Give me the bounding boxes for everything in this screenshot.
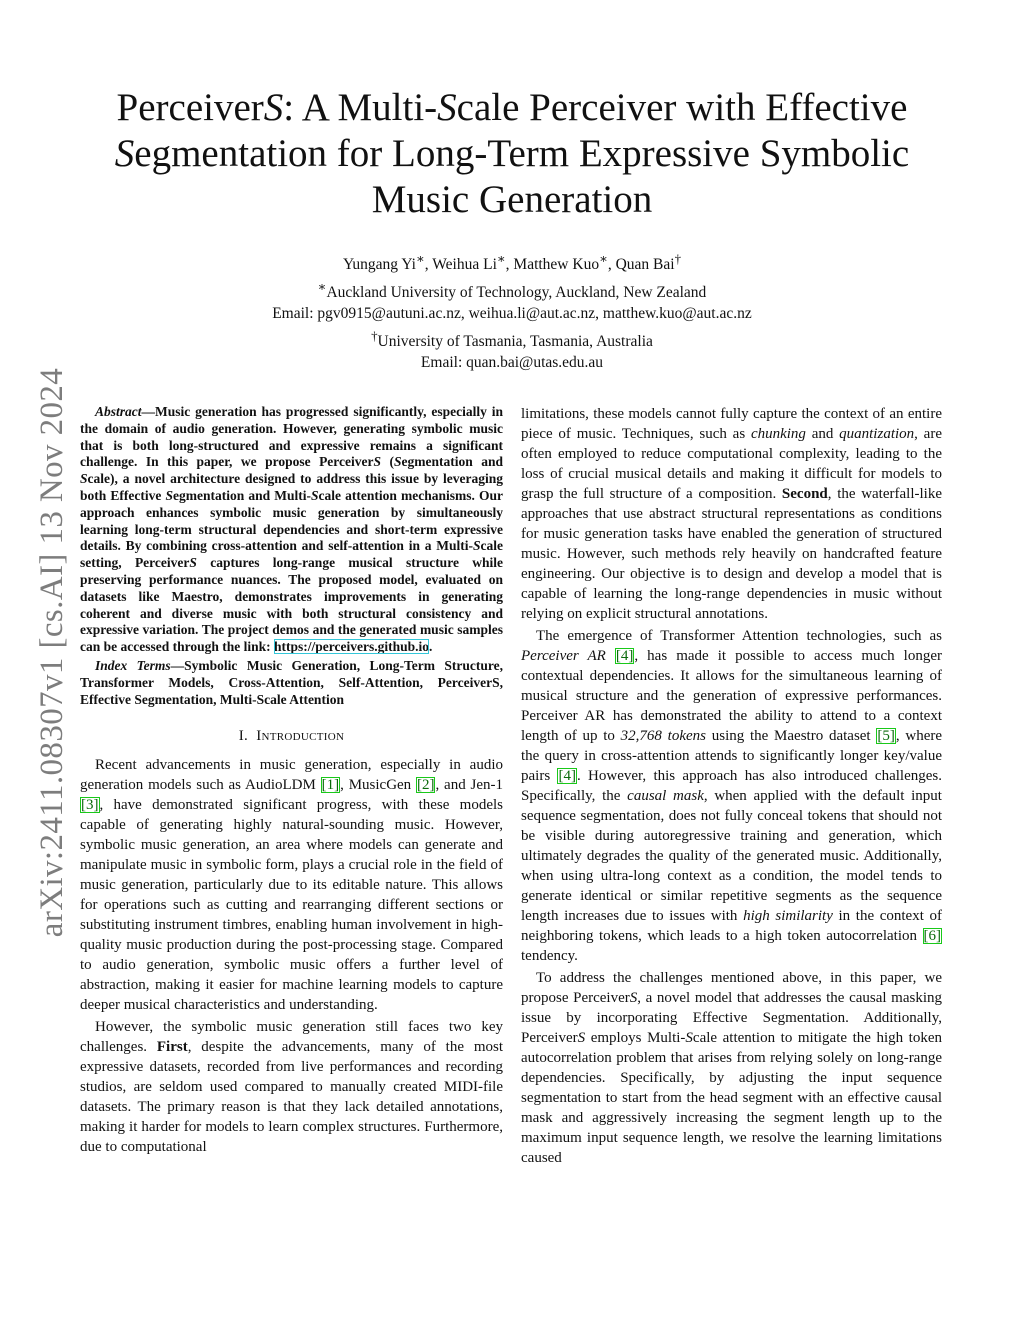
abstract — [80, 404, 503, 656]
citation-link[interactable]: [6] — [923, 928, 941, 944]
title-line-2 — [80, 131, 944, 177]
abstract-italic: S — [189, 555, 197, 571]
affiliation-mark: ∗ — [416, 251, 425, 266]
affiliation-1 — [80, 276, 944, 304]
affiliation-mark: ∗ — [317, 278, 327, 294]
emphasis-italic: causal mask — [627, 788, 704, 804]
separator: , — [424, 256, 433, 274]
title-line-1 — [80, 85, 944, 131]
body-text: , and Jen-1 — [435, 777, 503, 794]
intro-paragraph-2 — [80, 1017, 503, 1157]
affiliation-2 — [80, 325, 944, 353]
body-text: and — [805, 426, 840, 442]
abstract-text: egmentation and Multi- — [173, 487, 311, 503]
abstract-italic: S — [80, 471, 88, 487]
body-text: tendency. — [521, 948, 578, 964]
body-text: . However, this approach has also introduced challenges. Specifically, the — [521, 768, 942, 804]
section-number: I. — [238, 728, 249, 745]
emphasis-italic: chunking — [750, 426, 806, 442]
body-text: cale attention to mitigate the high token autocorrelation problem that arises from relying solely on long-range dependencies. Specifically, by adjusting the input sequence segmentation to start from the head segment with an effective causal mask and aggressively increasing the segment length up to the maximum input sequence length, we resolve the learning limitations caused — [521, 1030, 943, 1166]
abstract-text: cale), a novel architecture designed to address this issue by leveraging both Effective — [80, 471, 503, 503]
email-line-1: Email: pgv0915@autuni.ac.nz, weihua.li@aut.ac.nz, matthew.kuo@aut.ac.nz — [272, 305, 752, 323]
abstract-text: cale setting, Perceiver — [80, 538, 503, 571]
abstract-text: cale attention mechanisms. Our approach enhances symbolic music generation by simultaneously learning long-term structural dependencies and short-term expressive details. By combining cross-attention and self-attention in a Multi- — [80, 487, 503, 554]
abstract-label: Abstract — [95, 404, 142, 419]
intro-paragraph-continued — [521, 404, 942, 624]
abstract-italic: S — [472, 538, 481, 554]
index-terms-text: —Symbolic Music Generation, Long-Term Structure, Transformer Models, Cross-Attention, Self-Attention, PerceiverS, Effective Segmentation, Multi-Scale Attention — [80, 657, 504, 707]
intro-paragraph-4 — [521, 968, 942, 1168]
affiliation-mark: † — [371, 327, 378, 343]
author-names — [80, 248, 944, 276]
author-block — [80, 248, 944, 374]
emphasis-italic: S — [577, 1030, 586, 1046]
author-name: Matthew Kuo — [513, 256, 600, 274]
email-line-2: Email: quan.bai@utas.edu.au — [420, 354, 604, 372]
body-text: , a novel model that addresses the causal masking issue by incorporating Effective Segmentation. Additionally, Perceiver — [521, 990, 942, 1046]
affiliation-mark: ∗ — [496, 251, 506, 266]
body-text: , the waterfall-like approaches that use abstract structural representations as conditions for music generation tasks have enabled the generation of structured music. However, such methods rely heavily on handcrafted feature engineering. Our objective is to design and develop a model that is capable of learning the long-range dependencies in music without relying on explicit structural annotations. — [521, 486, 942, 622]
title-text-italic: S — [114, 132, 135, 175]
left-column — [80, 404, 503, 1159]
index-terms — [80, 658, 503, 708]
arxiv-identifier-text: arXiv:2411.08307v1 [cs.AI] 13 Nov 2024 — [34, 367, 71, 938]
body-text: , when applied with the default input sequence segmentation, does not fully conceal tokens that should not be visible during autoregressive training and generation, which ultimately degrades the quality of the generated music. Additionally, when using ultra-long context as a condition, the model tends to generate identical or similar repetitive segments as the sequence length increases due to issues with — [521, 788, 942, 924]
affiliation-mark: ∗ — [599, 251, 608, 266]
body-text: in the context of neighboring tokens, which leads to a high token autocorrelation — [521, 908, 943, 944]
body-text: Recent advancements in music generation, especially in audio generation models such as AudioLDM — [80, 757, 503, 794]
affiliation-text: Auckland University of Technology, Auckland, New Zealand — [326, 283, 707, 301]
title-text: egmentation for Long-Term Expressive Symbolic — [134, 132, 910, 175]
project-link[interactable]: https://perceivers.github.io — [274, 639, 430, 655]
emphasis-italic: Perceiver AR — [521, 648, 606, 664]
citation-link[interactable]: [1] — [321, 777, 340, 794]
abstract-italic: S — [394, 454, 402, 470]
citation-link[interactable]: [5] — [877, 728, 895, 744]
body-text: , despite the advancements, many of the most expressive datasets, recorded from live performances and recording studios, are seldom used compared to manually created MIDI-file datasets. The primary reason is that they lack detailed annotations, making it harder for models to learn complex structures. Furthermore, due to computational — [80, 1039, 503, 1156]
emphasis-italic: S — [629, 990, 638, 1006]
section-heading-introduction — [80, 726, 503, 746]
body-text: employs Multi- — [585, 1030, 686, 1046]
intro-paragraph-1 — [80, 755, 503, 1015]
body-text: , MusicGen — [340, 777, 416, 794]
citation-link[interactable]: [4] — [615, 648, 634, 664]
title-text: : A Multi- — [283, 86, 438, 129]
arxiv-identifier — [28, 355, 78, 950]
body-text: using the Maestro dataset — [705, 728, 877, 744]
abstract-text: captures long-range musical structure while preserving performance nuances. The proposed model, evaluated on datasets like Maestro, demonstrates improvements in generating coherent and diverse music with both structural consistency and expressive variation. The project demos and the generated music samples can be accessed through the link: — [80, 555, 504, 655]
title-text: cale Perceiver with Effective — [456, 86, 908, 129]
abstract-text: ( — [381, 454, 395, 470]
intro-paragraph-3 — [521, 626, 942, 966]
body-text: , where the query in cross-attention attends to significantly longer key/value pairs — [521, 728, 942, 784]
affiliation-text: University of Tasmania, Tasmania, Australia — [377, 332, 653, 350]
body-text: limitations, these models cannot fully capture the context of an entire piece of music. Techniques, such as — [521, 406, 942, 442]
right-column — [521, 404, 942, 1170]
separator: , — [505, 256, 514, 274]
body-text: To address the challenges mentioned above, in this paper, we propose Perceiver — [521, 970, 942, 1006]
title-line-3: Music Generation — [371, 178, 653, 221]
emphasis-italic: quantization — [839, 426, 915, 442]
body-text: However, the symbolic music generation still faces two key challenges. — [80, 1019, 503, 1056]
separator: , — [607, 256, 616, 274]
paper-title — [80, 85, 944, 223]
body-text: , are often employed to reduce computational complexity, leading to the loss of crucial musical details and making it difficult for models to grasp the full structure of a composition. — [521, 426, 942, 502]
abstract-text: . — [429, 639, 433, 655]
title-text-italic: S — [437, 86, 457, 129]
section-title: Introduction — [256, 728, 345, 745]
abstract-italic: S — [165, 487, 173, 503]
abstract-italic: S — [311, 487, 319, 503]
body-text: , have demonstrated significant progress, with these models capable of generating highly natural-sounding music. However, symbolic music generation, an area where models can generate and manipulate music in symbolic form, plays a crucial role in the field of music generation, particularly due to its editable nature. This allows for operations such as cutting and rearranging different sections or substituting instrument timbres, enabling human involvement in high-quality music production during the post-processing stage. Compared to audio generation, symbolic music offers a further level of abstraction, making it easier for machine learning models to capture deeper musical characteristics and understanding. — [80, 797, 503, 1014]
abstract-italic: S — [373, 454, 382, 470]
body-text: , has made it possible to access much longer contextual dependencies. It allows for the simultaneous learning of musical structure and the generation of expressive performances. Perceiver AR has demonstrated the ability to attend to a context length of up to — [521, 648, 942, 744]
citation-link[interactable]: [4] — [558, 768, 576, 784]
index-terms-label: Index Terms — [95, 657, 171, 673]
emphasis-bold: First — [156, 1039, 188, 1056]
emphasis-bold: Second — [781, 486, 828, 502]
author-name: Weihua Li — [432, 256, 497, 274]
emphasis-italic: high similarity — [743, 908, 833, 924]
title-text-italic: S — [263, 86, 284, 129]
title-text: Perceiver — [116, 86, 264, 129]
emphasis-italic: 32,768 tokens — [620, 728, 706, 744]
body-text: The emergence of Transformer Attention technologies, such as — [536, 628, 942, 644]
citation-link[interactable]: [2] — [416, 777, 435, 794]
citation-link[interactable]: [3] — [81, 797, 99, 814]
emphasis-italic: S — [685, 1030, 693, 1046]
author-name: Yungang Yi — [342, 256, 416, 274]
affiliation-mark: † — [674, 251, 682, 266]
abstract-text: —Music generation has progressed significantly, especially in the domain of audio generation. However, generating symbolic music that is both long-structured and expressive remains a significant challenge. In this paper, we propose Perceiver — [80, 404, 503, 470]
author-name: Quan Bai — [615, 256, 675, 274]
abstract-text: egmentation and — [401, 454, 503, 470]
